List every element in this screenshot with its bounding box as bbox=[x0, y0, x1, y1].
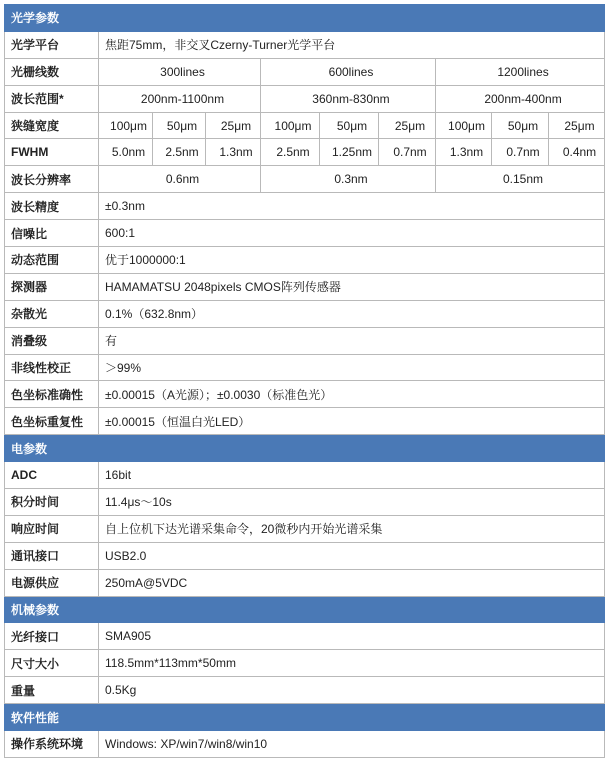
row-value: 118.5mm*113mm*50mm bbox=[99, 650, 605, 677]
row-label: FWHM bbox=[5, 139, 99, 166]
section-title: 光学参数 bbox=[5, 5, 605, 32]
row-value: 25μm bbox=[379, 112, 436, 139]
section-title: 软件性能 bbox=[5, 704, 605, 731]
row-value: 25μm bbox=[549, 112, 605, 139]
table-row bbox=[5, 273, 605, 300]
row-value: 100μm bbox=[436, 112, 492, 139]
table-row bbox=[5, 569, 605, 596]
table-row bbox=[5, 193, 605, 220]
row-value: 1.3nm bbox=[206, 139, 261, 166]
table-row bbox=[5, 58, 605, 85]
row-label: 探测器 bbox=[5, 273, 99, 300]
table-row bbox=[5, 166, 605, 193]
row-value: 600:1 bbox=[99, 220, 605, 247]
row-value: 2.5nm bbox=[153, 139, 206, 166]
row-label: 积分时间 bbox=[5, 489, 99, 516]
row-label: 色坐标准确性 bbox=[5, 381, 99, 408]
table-row bbox=[5, 408, 605, 435]
row-label: 光纤接口 bbox=[5, 623, 99, 650]
section-header-electrical bbox=[5, 435, 605, 462]
row-label: 消叠级 bbox=[5, 327, 99, 354]
row-value: 0.6nm bbox=[99, 166, 261, 193]
row-value: 自上位机下达光谱采集命令，20微秒内开始光谱采集 bbox=[99, 515, 605, 542]
row-value: USB2.0 bbox=[99, 542, 605, 569]
row-value: 200nm-1100nm bbox=[99, 85, 261, 112]
row-value: 16bit bbox=[99, 462, 605, 489]
table-row bbox=[5, 300, 605, 327]
row-value: 25μm bbox=[206, 112, 261, 139]
table-row bbox=[5, 623, 605, 650]
row-value: 50μm bbox=[320, 112, 379, 139]
table-row bbox=[5, 31, 605, 58]
row-value: 0.3nm bbox=[261, 166, 436, 193]
table-row bbox=[5, 247, 605, 274]
row-value: 优于1000000:1 bbox=[99, 247, 605, 274]
row-value: 0.15nm bbox=[436, 166, 605, 193]
row-value: 300lines bbox=[99, 58, 261, 85]
row-label: 波长分辨率 bbox=[5, 166, 99, 193]
row-value: Windows: XP/win7/win8/win10 bbox=[99, 731, 605, 758]
row-value: 0.1%（632.8nm） bbox=[99, 300, 605, 327]
table-row bbox=[5, 327, 605, 354]
row-value: 200nm-400nm bbox=[436, 85, 605, 112]
row-value: 100μm bbox=[261, 112, 320, 139]
row-label: 通讯接口 bbox=[5, 542, 99, 569]
table-row bbox=[5, 381, 605, 408]
table-row bbox=[5, 220, 605, 247]
section-header-optical bbox=[5, 5, 605, 32]
row-value: 5.0nm bbox=[99, 139, 153, 166]
section-header-software bbox=[5, 704, 605, 731]
row-value: 0.5Kg bbox=[99, 677, 605, 704]
row-label: 响应时间 bbox=[5, 515, 99, 542]
row-label: 波长精度 bbox=[5, 193, 99, 220]
row-label: 色坐标重复性 bbox=[5, 408, 99, 435]
row-label: 波长范围* bbox=[5, 85, 99, 112]
table-row bbox=[5, 542, 605, 569]
table-row bbox=[5, 462, 605, 489]
row-value: 2.5nm bbox=[261, 139, 320, 166]
row-value: 360nm-830nm bbox=[261, 85, 436, 112]
row-value: ＞99% bbox=[99, 354, 605, 381]
row-value: 0.7nm bbox=[492, 139, 549, 166]
row-value: HAMAMATSU 2048pixels CMOS阵列传感器 bbox=[99, 273, 605, 300]
row-value: 0.4nm bbox=[549, 139, 605, 166]
row-value: 50μm bbox=[492, 112, 549, 139]
row-value: 11.4μs～10s bbox=[99, 489, 605, 516]
row-value: 0.7nm bbox=[379, 139, 436, 166]
section-title: 机械参数 bbox=[5, 596, 605, 623]
row-label: 非线性校正 bbox=[5, 354, 99, 381]
row-value: ±0.3nm bbox=[99, 193, 605, 220]
row-label: 电源供应 bbox=[5, 569, 99, 596]
row-value: ±0.00015（A光源）；±0.0030（标准色光） bbox=[99, 381, 605, 408]
table-row bbox=[5, 354, 605, 381]
row-label: ADC bbox=[5, 462, 99, 489]
row-label: 光栅线数 bbox=[5, 58, 99, 85]
row-label: 操作系统环境 bbox=[5, 731, 99, 758]
row-label: 光学平台 bbox=[5, 31, 99, 58]
section-header-mechanical bbox=[5, 596, 605, 623]
table-row bbox=[5, 677, 605, 704]
row-label: 动态范围 bbox=[5, 247, 99, 274]
row-value: 600lines bbox=[261, 58, 436, 85]
table-row bbox=[5, 489, 605, 516]
row-value: 50μm bbox=[153, 112, 206, 139]
row-label: 重量 bbox=[5, 677, 99, 704]
row-label: 狭缝宽度 bbox=[5, 112, 99, 139]
table-row bbox=[5, 731, 605, 758]
row-value: 250mA@5VDC bbox=[99, 569, 605, 596]
table-row bbox=[5, 112, 605, 139]
table-row bbox=[5, 85, 605, 112]
spec-table bbox=[4, 4, 605, 758]
table-row bbox=[5, 515, 605, 542]
table-row bbox=[5, 139, 605, 166]
row-value: ±0.00015（恒温白光LED） bbox=[99, 408, 605, 435]
row-value: 焦距75mm，非交叉Czerny-Turner光学平台 bbox=[99, 31, 605, 58]
row-value: 1.25nm bbox=[320, 139, 379, 166]
row-label: 信噪比 bbox=[5, 220, 99, 247]
row-value: 1200lines bbox=[436, 58, 605, 85]
row-value: 1.3nm bbox=[436, 139, 492, 166]
table-row bbox=[5, 650, 605, 677]
row-label: 尺寸大小 bbox=[5, 650, 99, 677]
row-label: 杂散光 bbox=[5, 300, 99, 327]
row-value: 有 bbox=[99, 327, 605, 354]
row-value: 100μm bbox=[99, 112, 153, 139]
row-value: SMA905 bbox=[99, 623, 605, 650]
section-title: 电参数 bbox=[5, 435, 605, 462]
